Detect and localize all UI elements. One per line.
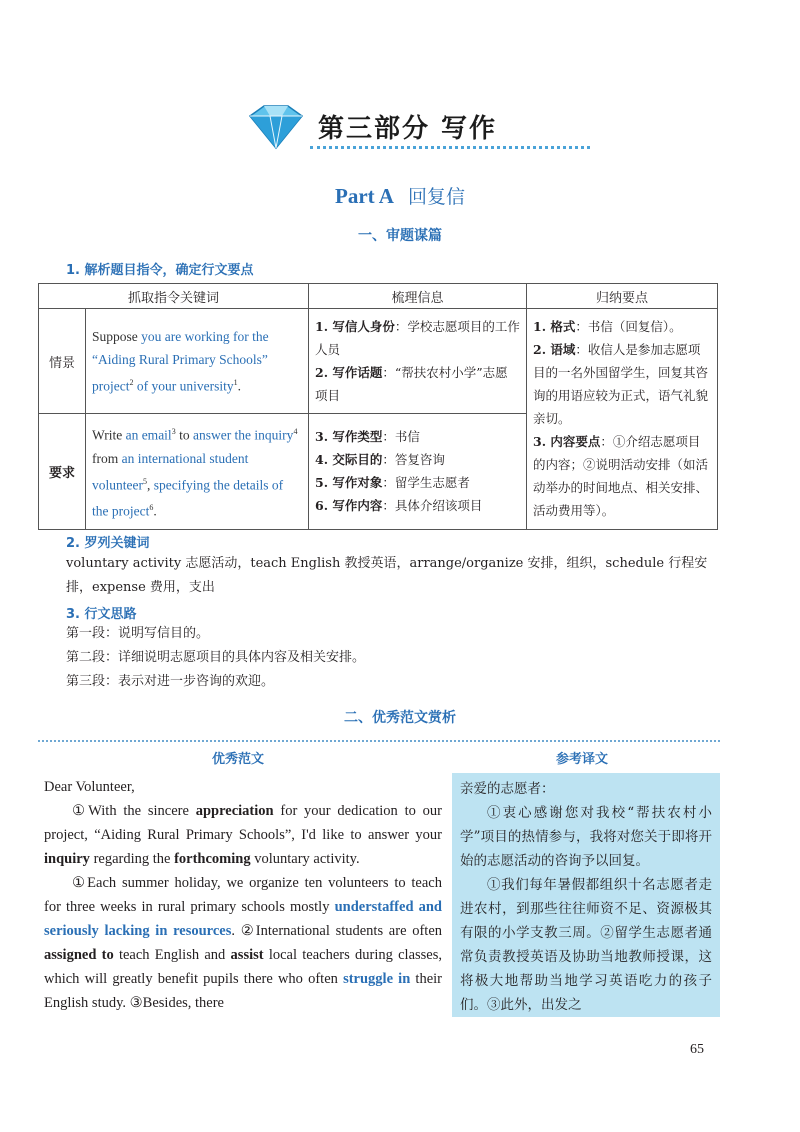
page-number: 65 <box>690 1042 704 1057</box>
essay-paragraph: ①With the sincere appreciation for your dedication to our project, “Aiding Rural Primary Schools”, I'd like to answer your inquiry regarding the forthcoming voluntary activity. <box>44 803 442 867</box>
essay-paragraph: ①Each summer holiday, we organize ten volunteers to teach for three weeks in rural primary schools mostly understaffed and seriously lacking in resources. ②International students are often assigned to teach English and assist local teachers during classes, which will greatly benefit pupils there who often struggle in their English study. ③Besides, there <box>44 875 443 1011</box>
summary-cell: 1. 格式：书信（回复信）。 2. 语域：收信人是参加志愿项目的一名外国留学生，回复其咨询的用语应较为正式，语气礼貌亲切。 3. 内容要点：①介绍志愿项目的内容；②说明活动安排（如活动举办的时间地点、相关安排、活动费用等）。 <box>527 309 718 530</box>
table-header: 梳理信息 <box>309 284 527 309</box>
part-label: Part A <box>335 184 394 208</box>
chapter-header <box>240 98 580 160</box>
table-header: 归纳要点 <box>527 284 718 309</box>
info-cell: 3. 写作类型：书信 4. 交际目的：答复咨询 5. 写作对象：留学生志愿者 6. 写作内容：具体介绍该项目 <box>309 414 527 530</box>
row-label: 情景 <box>39 309 86 414</box>
keyword-cell: Write an email$^3$ to answer the inquiry$^4$ from an international student volunteer$^5$, specifying the details of the project$^6$. <box>86 414 309 530</box>
model-essay <box>44 775 442 1015</box>
diamond-gem-icon <box>244 102 308 152</box>
keyword-cell: Suppose you are working for the “Aiding Rural Primary Schools” project$^2$ of your university$^1$. <box>86 309 309 414</box>
translation-box <box>452 773 720 1017</box>
subheading-outline: 3. 行文思路 <box>66 607 137 622</box>
translation-greeting: 亲爱的志愿者： <box>460 781 555 797</box>
table-row <box>39 309 718 414</box>
table-header-row <box>39 284 718 309</box>
essay-greeting: Dear Volunteer, <box>44 779 135 795</box>
section-heading-1: 一、审题谋篇 <box>358 228 442 244</box>
part-subtitle: 回复信 <box>407 186 465 208</box>
subheading-keywords: 2. 罗列关键词 <box>66 536 150 551</box>
outline-list <box>66 622 726 694</box>
keywords-line: voluntary activity 志愿活动，teach English 教授英语，arrange/organize 安排，组织，schedule 行程安排，expense 费用，支出 <box>66 556 708 595</box>
translation-paragraph: ①衷心感谢您对我校“帮扶农村小学”项目的热情参与，我将对您关于即将开始的志愿活动的咨询予以回复。 <box>460 805 712 869</box>
row-label: 要求 <box>39 414 86 530</box>
column-heading-essay: 优秀范文 <box>212 752 265 767</box>
column-heading-translation: 参考译文 <box>556 752 609 767</box>
chapter-title: 第三部分 写作 <box>318 114 498 144</box>
part-title <box>0 182 800 209</box>
section-heading-2: 二、优秀范文赏析 <box>344 710 456 726</box>
subheading-analyze: 1. 解析题目指令，确定行文要点 <box>66 263 254 278</box>
outline-item: 第二段：详细说明志愿项目的具体内容及相关安排。 <box>66 650 366 665</box>
info-cell: 1. 写信人身份：学校志愿项目的工作人员 2. 写作话题：“帮扶农村小学”志愿项目 <box>309 309 527 414</box>
table-header: 抓取指令关键词 <box>39 284 309 309</box>
outline-item: 第三段：表示对进一步咨询的欢迎。 <box>66 674 275 689</box>
section-divider <box>38 740 720 742</box>
outline-item: 第一段：说明写信目的。 <box>66 626 210 641</box>
translation-paragraph: ①我们每年暑假都组织十名志愿者走进农村，到那些往往师资不足、资源极其有限的小学支教三周。②留学生志愿者通常负责教授英语及协助当地教师授课，这将极大地帮助当地学习英语吃力的孩子们。③此外，出发之 <box>460 877 712 1013</box>
title-underline <box>310 146 590 149</box>
analysis-table <box>38 283 718 530</box>
